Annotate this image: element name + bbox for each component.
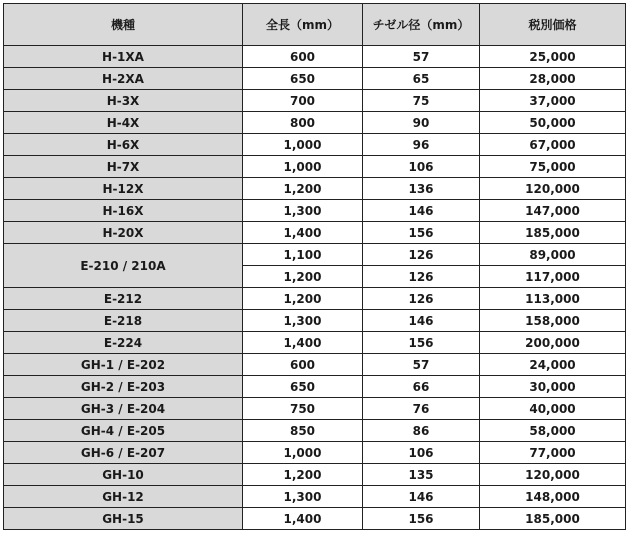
cell-price: 147,000 (480, 200, 626, 222)
cell-length: 600 (243, 354, 363, 376)
cell-chisel-diameter: 66 (363, 376, 480, 398)
cell-price: 24,000 (480, 354, 626, 376)
cell-price: 30,000 (480, 376, 626, 398)
cell-model: H-1XA (4, 46, 243, 68)
table-row (4, 222, 626, 244)
table-row (4, 112, 626, 134)
cell-price: 117,000 (480, 266, 626, 288)
cell-length: 1,200 (243, 288, 363, 310)
table-body (4, 46, 626, 530)
cell-length: 1,100 (243, 244, 363, 266)
table-row (4, 90, 626, 112)
cell-length: 650 (243, 376, 363, 398)
table-row (4, 376, 626, 398)
cell-length: 1,200 (243, 464, 363, 486)
cell-model: E-224 (4, 332, 243, 354)
cell-length: 650 (243, 68, 363, 90)
cell-chisel-diameter: 126 (363, 288, 480, 310)
cell-price: 77,000 (480, 442, 626, 464)
cell-chisel-diameter: 90 (363, 112, 480, 134)
cell-length: 750 (243, 398, 363, 420)
cell-chisel-diameter: 96 (363, 134, 480, 156)
cell-chisel-diameter: 86 (363, 420, 480, 442)
table-row (4, 178, 626, 200)
cell-price: 40,000 (480, 398, 626, 420)
price-table-container (3, 3, 626, 530)
cell-length: 600 (243, 46, 363, 68)
cell-price: 37,000 (480, 90, 626, 112)
cell-model: H-2XA (4, 68, 243, 90)
cell-model: H-16X (4, 200, 243, 222)
cell-price: 75,000 (480, 156, 626, 178)
table-row (4, 156, 626, 178)
cell-length: 1,300 (243, 200, 363, 222)
table-row (4, 46, 626, 68)
cell-model: H-6X (4, 134, 243, 156)
table-row (4, 310, 626, 332)
table-row (4, 134, 626, 156)
cell-length: 1,000 (243, 156, 363, 178)
cell-price: 148,000 (480, 486, 626, 508)
cell-price: 120,000 (480, 178, 626, 200)
header-row (4, 4, 626, 46)
table-row (4, 398, 626, 420)
cell-chisel-diameter: 106 (363, 442, 480, 464)
cell-length: 1,000 (243, 134, 363, 156)
cell-chisel-diameter: 156 (363, 508, 480, 530)
table-row (4, 464, 626, 486)
cell-chisel-diameter: 136 (363, 178, 480, 200)
cell-model: H-20X (4, 222, 243, 244)
cell-length: 1,300 (243, 486, 363, 508)
cell-length: 800 (243, 112, 363, 134)
table-row (4, 420, 626, 442)
cell-length: 850 (243, 420, 363, 442)
cell-price: 185,000 (480, 222, 626, 244)
cell-chisel-diameter: 65 (363, 68, 480, 90)
cell-model: GH-10 (4, 464, 243, 486)
cell-length: 700 (243, 90, 363, 112)
cell-model: GH-3 / E-204 (4, 398, 243, 420)
cell-chisel-diameter: 57 (363, 354, 480, 376)
cell-model: GH-4 / E-205 (4, 420, 243, 442)
table-row (4, 332, 626, 354)
cell-model: E-212 (4, 288, 243, 310)
cell-chisel-diameter: 146 (363, 310, 480, 332)
table-row (4, 68, 626, 90)
cell-model: H-3X (4, 90, 243, 112)
cell-chisel-diameter: 156 (363, 222, 480, 244)
table-row (4, 486, 626, 508)
cell-length: 1,000 (243, 442, 363, 464)
table-row (4, 508, 626, 530)
cell-price: 113,000 (480, 288, 626, 310)
cell-model: GH-12 (4, 486, 243, 508)
cell-price: 120,000 (480, 464, 626, 486)
cell-model: H-7X (4, 156, 243, 178)
cell-chisel-diameter: 126 (363, 266, 480, 288)
cell-chisel-diameter: 146 (363, 200, 480, 222)
header-model: 機種 (4, 4, 243, 46)
table-row (4, 288, 626, 310)
cell-price: 50,000 (480, 112, 626, 134)
cell-model: GH-15 (4, 508, 243, 530)
cell-length: 1,400 (243, 332, 363, 354)
cell-price: 28,000 (480, 68, 626, 90)
cell-chisel-diameter: 57 (363, 46, 480, 68)
cell-model: E-218 (4, 310, 243, 332)
cell-length: 1,300 (243, 310, 363, 332)
cell-model: GH-1 / E-202 (4, 354, 243, 376)
cell-price: 67,000 (480, 134, 626, 156)
cell-chisel-diameter: 156 (363, 332, 480, 354)
cell-chisel-diameter: 126 (363, 244, 480, 266)
table-row (4, 442, 626, 464)
header-price: 税別価格 (480, 4, 626, 46)
price-table (3, 3, 626, 530)
cell-chisel-diameter: 76 (363, 398, 480, 420)
cell-chisel-diameter: 146 (363, 486, 480, 508)
cell-length: 1,400 (243, 222, 363, 244)
table-row (4, 354, 626, 376)
cell-chisel-diameter: 106 (363, 156, 480, 178)
cell-price: 158,000 (480, 310, 626, 332)
cell-length: 1,200 (243, 266, 363, 288)
table-header (4, 4, 626, 46)
cell-price: 25,000 (480, 46, 626, 68)
table-row (4, 200, 626, 222)
cell-model: GH-2 / E-203 (4, 376, 243, 398)
table-row (4, 244, 626, 266)
header-chisel-diameter: チゼル径（mm） (363, 4, 480, 46)
cell-length: 1,400 (243, 508, 363, 530)
cell-model: GH-6 / E-207 (4, 442, 243, 464)
cell-model: E-210 / 210A (4, 244, 243, 288)
cell-model: H-12X (4, 178, 243, 200)
cell-length: 1,200 (243, 178, 363, 200)
cell-price: 185,000 (480, 508, 626, 530)
cell-chisel-diameter: 75 (363, 90, 480, 112)
cell-chisel-diameter: 135 (363, 464, 480, 486)
cell-price: 58,000 (480, 420, 626, 442)
cell-model: H-4X (4, 112, 243, 134)
cell-price: 89,000 (480, 244, 626, 266)
cell-price: 200,000 (480, 332, 626, 354)
header-length: 全長（mm） (243, 4, 363, 46)
